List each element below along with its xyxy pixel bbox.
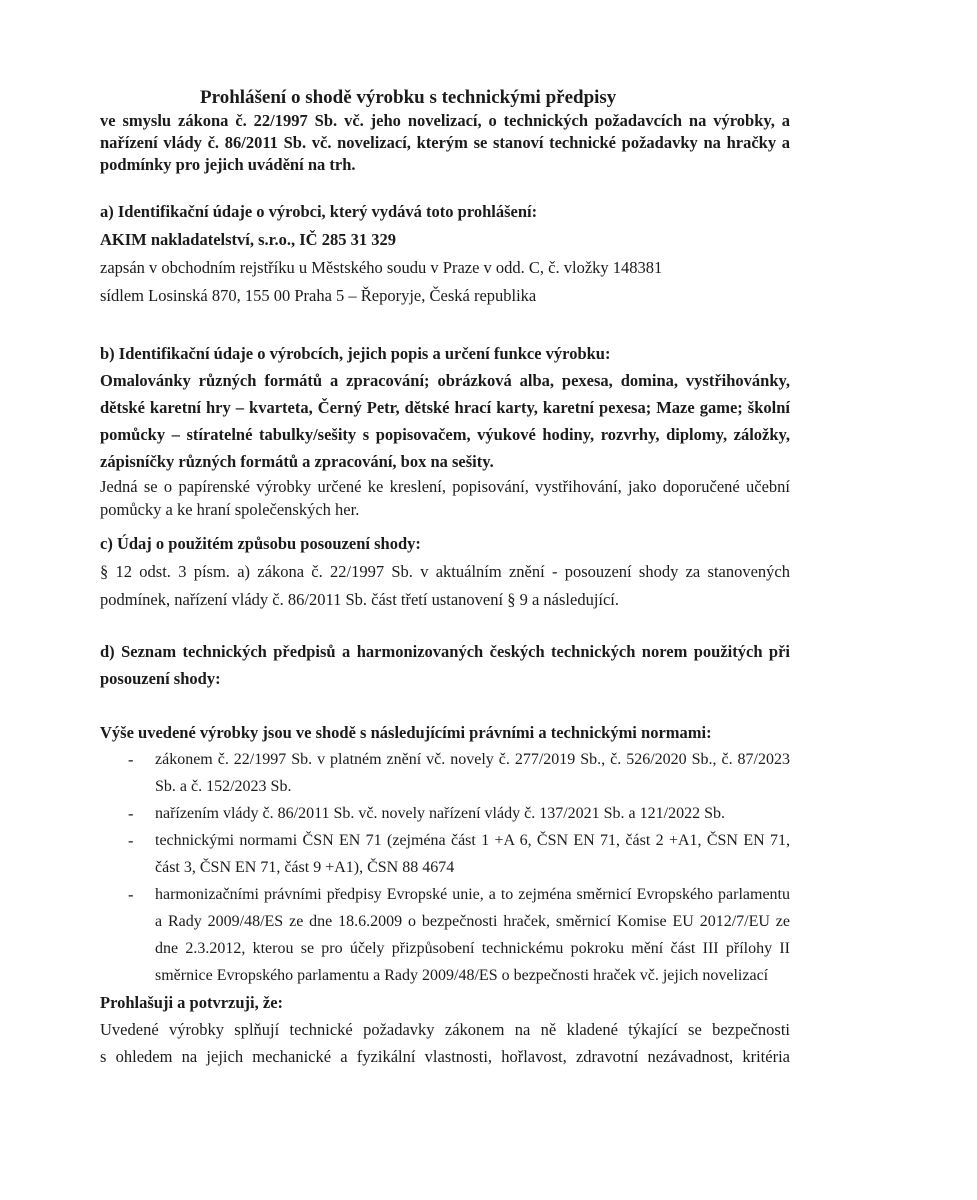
- declaration-section: [100, 989, 790, 1070]
- list-item: [100, 881, 790, 989]
- bullet-marker: -: [128, 750, 134, 769]
- section-a-heading: a) Identifikační údaje o výrobci, který vydává toto prohlášení:: [100, 202, 538, 221]
- section-b-heading: b) Identifikační údaje o výrobcích, jejich popis a určení funkce výrobku:: [100, 344, 611, 363]
- norms-section: [100, 719, 790, 989]
- section-identification-products: [100, 340, 790, 521]
- norms-list: [100, 746, 790, 989]
- bullet-marker: -: [128, 885, 134, 904]
- norms-intro: Výše uvedené výrobky jsou ve shodě s následujícími právními a technickými normami:: [100, 723, 712, 742]
- list-item-text: harmonizačními právními předpisy Evropské unie, a to zejména směrnicí Evropského parlamentu a Rady 2009/48/ES ze dne 18.6.2009 o bezpečnosti hraček, směrnicí Komise EU 2012/7/EU ze dne 2.3.2012, kterou se pro účely přizpůsobení technickému pokroku mění část III přílohy II směrnice Evropského parlamentu a Rady 2009/48/ES o bezpečnosti hraček vč. jejich novelizací: [155, 886, 790, 984]
- products-paragraph: Omalovánky různých formátů a zpracování; obrázková alba, pexesa, domina, vystřihovánky, dětské karetní hry – kvarteta, Černý Petr, dětské hrací karty, karetní pexesa; Maze game; školní pomůcky – stíratelné tabulky/sešity s popisovačem, výukové hodiny, rozvrhy, diplomy, záložky, zápisníčky různých formátů a zpracování, box na sešity.: [100, 371, 790, 471]
- section-d-heading: d) Seznam technických předpisů a harmonizovaných českých technických norem použitých při posouzení shody:: [100, 642, 790, 688]
- document-title: Prohlášení o shodě výrobku s technickými předpisy: [200, 87, 617, 108]
- list-item-text: technickými normami ČSN EN 71 (zejména část 1 +A 6, ČSN EN 71, část 2 +A1, ČSN EN 71, část 3, ČSN EN 71, část 9 +A1), ČSN 88 4674: [155, 832, 790, 876]
- list-item-text: zákonem č. 22/1997 Sb. v platném znění vč. novely č. 277/2019 Sb., č. 526/2020 Sb., č. 87/2023 Sb. a č. 152/2023 Sb.: [155, 751, 790, 795]
- section-c-heading: c) Údaj o použitém způsobu posouzení shody:: [100, 534, 421, 553]
- address-line: sídlem Losinská 870, 155 00 Praha 5 – Řeporyje, Česká republika: [100, 286, 537, 305]
- document-subtitle: ve smyslu zákona č. 22/1997 Sb. vč. jeho novelizací, o technických požadavcích na výrobky, a nařízení vlády č. 86/2011 Sb. vč. novelizací, kterým se stanoví technické požadavky na hračky a podmínky pro jejich uvádění na trh.: [100, 111, 790, 174]
- document-content: [100, 86, 790, 1070]
- company-line: AKIM nakladatelství, s.r.o., IČ 285 31 329: [100, 230, 396, 249]
- section-norms-list-heading: [100, 638, 790, 692]
- list-item-text: nařízením vlády č. 86/2011 Sb. vč. novely nařízení vlády č. 137/2021 Sb. a 121/2022 Sb.: [155, 805, 725, 822]
- bullet-marker: -: [128, 831, 134, 850]
- section-conformity-method: [100, 530, 790, 614]
- section-identification-producer: [100, 198, 790, 310]
- list-item: [100, 827, 790, 881]
- bullet-marker: -: [128, 804, 134, 823]
- declaration-heading: Prohlašuji a potvrzuji, že:: [100, 993, 284, 1012]
- declaration-body: Uvedené výrobky splňují technické požadavky zákonem na ně kladené týkající se bezpečnosti s ohledem na jejich mechanické a fyzikální vlastnosti, hořlavost, zdravotní nezávadnost, kritéria: [100, 1020, 790, 1066]
- section-c-body: § 12 odst. 3 písm. a) zákona č. 22/1997 Sb. v aktuálním znění - posouzení shody za stanovených podmínek, nařízení vlády č. 86/2011 Sb. část třetí ustanovení § 9 a následující.: [100, 562, 790, 609]
- list-item: [100, 800, 790, 827]
- list-item: [100, 746, 790, 800]
- registry-line: zapsán v obchodním rejstříku u Městského soudu v Praze v odd. C, č. vložky 148381: [100, 258, 663, 277]
- products-description: Jedná se o papírenské výrobky určené ke kreslení, popisování, vystřihování, jako doporučené učební pomůcky a ke hraní společenských her.: [100, 477, 790, 519]
